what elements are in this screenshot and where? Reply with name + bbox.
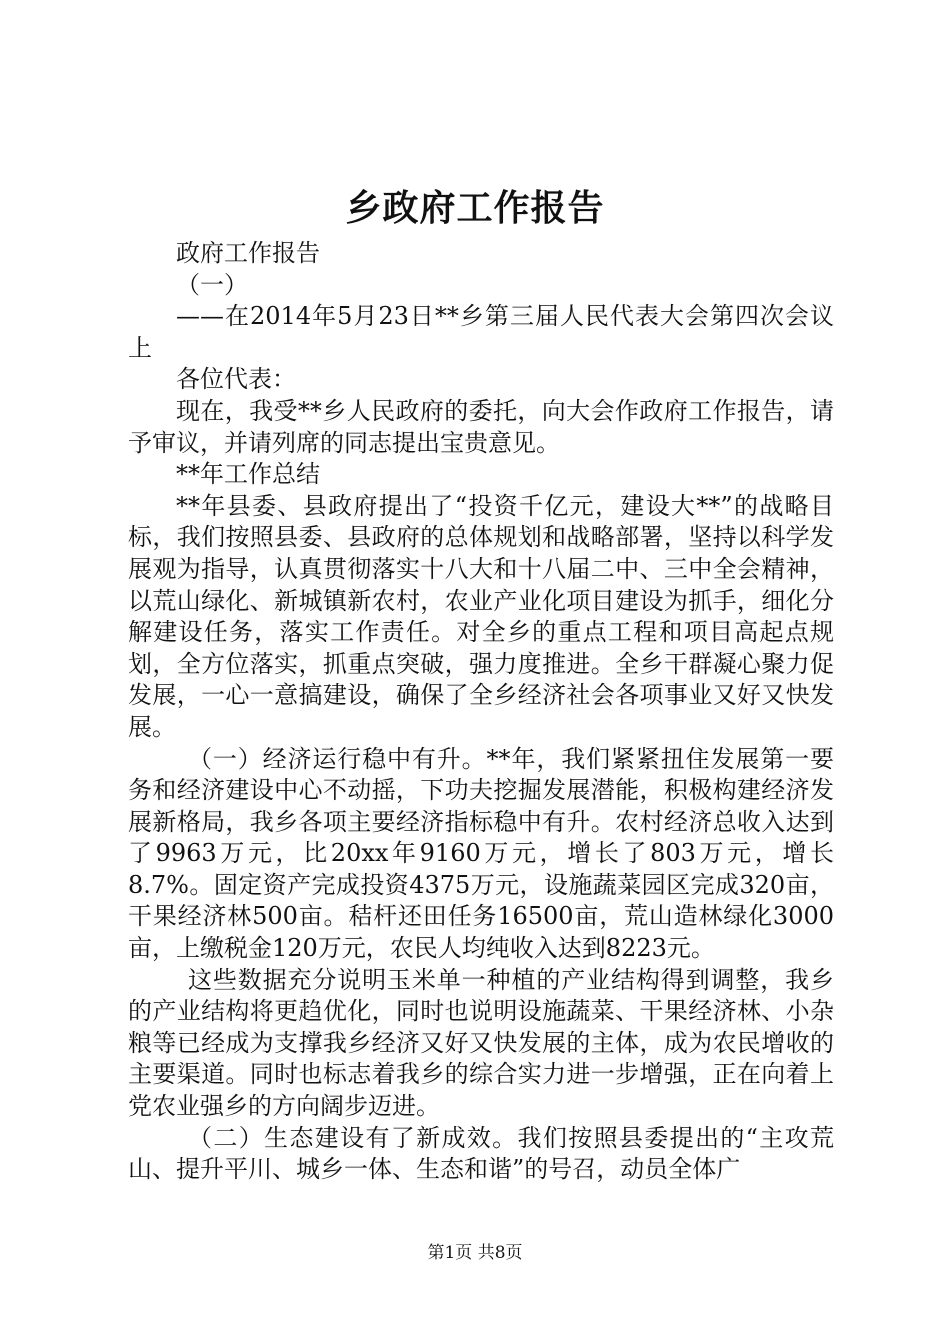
- paragraph-occasion: ——在2014年5月23日**乡第三届人民代表大会第四次会议上: [128, 302, 834, 362]
- document-title: 乡政府工作报告: [345, 187, 605, 229]
- paragraph-summary-heading: **年工作总结: [176, 460, 320, 489]
- paragraph-data-analysis: 这些数据充分说明玉米单一种植的产业结构得到调整，我乡的产业结构将更趋优化，同时也说明设施蔬菜、干果经济林、小杂粮等已经成为支撑我乡经济又好又快发展的主体，成为农民增收的主要渠道。同时也标志着我乡的综合实力进一步增强，正在向着上党农业强乡的方向阔步迈进。: [128, 965, 834, 1121]
- paragraph-section-number: （一）: [176, 270, 248, 299]
- document-body: [128, 238, 834, 1186]
- paragraph-summary: **年县委、县政府提出了“投资千亿元，建设大**”的战略目标，我们按照县委、县政府的总体规划和战略部署，坚持以科学发展观为指导，认真贯彻落实十八大和十八届二中、三中全会精神，以荒山绿化、新城镇新农村，农业产业化项目建设为抓手，细化分解建设任务，落实工作责任。对全乡的重点工程和项目高起点规划，全方位落实，抓重点突破，强力度推进。全乡干群凝心聚力促发展，一心一意搞建设，确保了全乡经济社会各项事业又好又快发展。: [128, 491, 834, 741]
- page-footer: 第1页 共8页: [427, 1243, 523, 1263]
- paragraph-salutation: 各位代表：: [176, 365, 296, 394]
- paragraph-opening: 现在，我受**乡人民政府的委托，向大会作政府工作报告，请予审议，并请列席的同志提出宝贵意见。: [128, 396, 834, 457]
- paragraph-ecology: （二）生态建设有了新成效。我们按照县委提出的“主攻荒山、提升平川、城乡一体、生态和谐”的号召，动员全体广: [128, 1123, 834, 1184]
- paragraph-subtitle: 政府工作报告: [176, 239, 320, 267]
- paragraph-economy: （一）经济运行稳中有升。**年，我们紧紧扭住发展第一要务和经济建设中心不动摇，下功夫挖掘发展潜能，积极构建经济发展新格局，我乡各项主要经济指标稳中有升。农村经济总收入达到了9963万元，比20xx年9160万元，增长了803万元，增长8.7%。固定资产完成投资4375万元，设施蔬菜园区完成320亩，干果经济林500亩。秸杆还田任务16500亩，荒山造林绿化3000亩，上缴税金120万元，农民人均纯收入达到8223元。: [128, 744, 834, 963]
